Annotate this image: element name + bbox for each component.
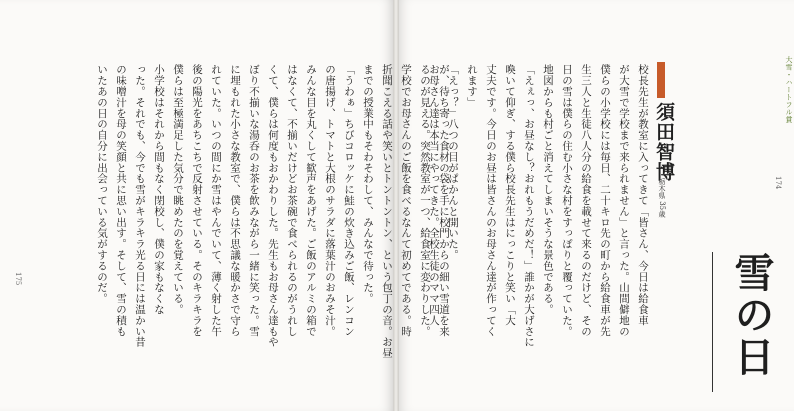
text-column: 日の雪は僕らの住む小さな村をすっぽりと覆っていた。 bbox=[561, 64, 573, 337]
author-name: 須田智博 bbox=[653, 102, 675, 182]
text-column: 折聞こえる話や笑いとトントントン、という包丁の音。お昼 bbox=[381, 64, 393, 359]
author-block bbox=[648, 62, 675, 218]
page-number-right: 174 bbox=[774, 176, 782, 190]
text-column: までの授業中もそわそわして、みんなで待った。 bbox=[362, 64, 374, 304]
text-column: が大雪で学校まで来られません」と言った。山間僻地の bbox=[618, 64, 630, 337]
text-column: 学校でお母さんのご飯を食べるなんて初めてである。時 bbox=[400, 64, 412, 337]
text-column: お母さん達は本当にやってきた。全校生徒のママ四人 bbox=[428, 64, 440, 326]
text-column: に埋もれた小さな教室で、僕らは不思議な暖かさで守ら bbox=[229, 64, 241, 337]
page-number-left: 175 bbox=[14, 272, 22, 286]
text-column: の味噌汁を母の笑顔と共に思い出す。そして、雪の積も bbox=[115, 64, 127, 337]
text-column: 僕らの小学校には毎日、二十キロ先の町から給食車が先 bbox=[599, 64, 611, 337]
right-page-body-text bbox=[424, 64, 652, 364]
text-column: が、待ち寄った食材の袋を手に校門からの細い雪道を来 bbox=[438, 64, 450, 337]
text-column: 生三人と生徒八人分の給食を載せて来るのだけど、その bbox=[580, 64, 592, 337]
left-page-body-text bbox=[92, 64, 453, 364]
text-column: の唐揚げ、トマトと大根のサラダに落葉汁のおみそ汁。 bbox=[324, 64, 336, 337]
author-accent-bar bbox=[657, 62, 665, 98]
text-column: 丈夫です。今日のお昼は皆さんのお母さん達が作ってく bbox=[485, 64, 497, 337]
author-info: 栃木県 35歳 bbox=[658, 178, 666, 218]
text-column: 地図からも村ごと消えてしまいそうな景色である。 bbox=[542, 64, 554, 315]
text-column: 喚いて仰ぎ、する僕ら校長先生はにっこりと笑い「大 bbox=[504, 64, 516, 326]
text-column: れていた。いつの間にか雪はやんでいて、薄く射した午 bbox=[210, 64, 222, 337]
text-column: った。それでも、今でも雪がキラキラ光る日には温かい昔 bbox=[134, 64, 146, 348]
text-column: れます」 bbox=[466, 64, 478, 108]
story-title: 雪の日 bbox=[728, 252, 775, 378]
text-column: 「うわぁ」ちびコロッケに鮭の炊き込みご飯、レンコン bbox=[343, 64, 355, 337]
text-column: くて、僕らは何度もおかわりした。先生もお母さん達もや bbox=[267, 64, 279, 348]
text-column: みんな目を丸くして歓声をあげた。ご飯のアルミの箱で bbox=[305, 64, 317, 337]
text-column: るのが見える。突然教室が一つ、給食室に変わりした。 bbox=[419, 64, 431, 337]
story-title-block bbox=[712, 252, 775, 392]
text-column: 後の陽光をあちこちで反射させている。そのキラキラを bbox=[191, 64, 203, 337]
text-column: はなくて、不揃いだけどお茶碗で食べられるのがうれし bbox=[286, 64, 298, 337]
text-column: ぼり不揃いな湯呑のお茶を飲みながら一緒に笑った。雪 bbox=[248, 64, 260, 337]
section-tag: 大雪・ハートフル賞 bbox=[785, 56, 793, 124]
text-column: 校長先生が教室に入ってきて「皆さん、今日は給食車 bbox=[637, 64, 649, 326]
text-column: 「えっ？」八つの目がぱかんと開いた。 bbox=[447, 64, 459, 261]
text-column: 小学校はそれから間もなく閉校し、僕の家もなくな bbox=[153, 64, 165, 315]
text-column: 僕らは至極満足した気分で眺めたのを覚えている。 bbox=[172, 64, 184, 315]
text-column: 「えぇっ、お昼なし？おれもうだめだ！」誰かが大げさに bbox=[523, 64, 535, 348]
text-column: いたあの日の自分に出会っている気がするのだ。 bbox=[96, 64, 108, 304]
